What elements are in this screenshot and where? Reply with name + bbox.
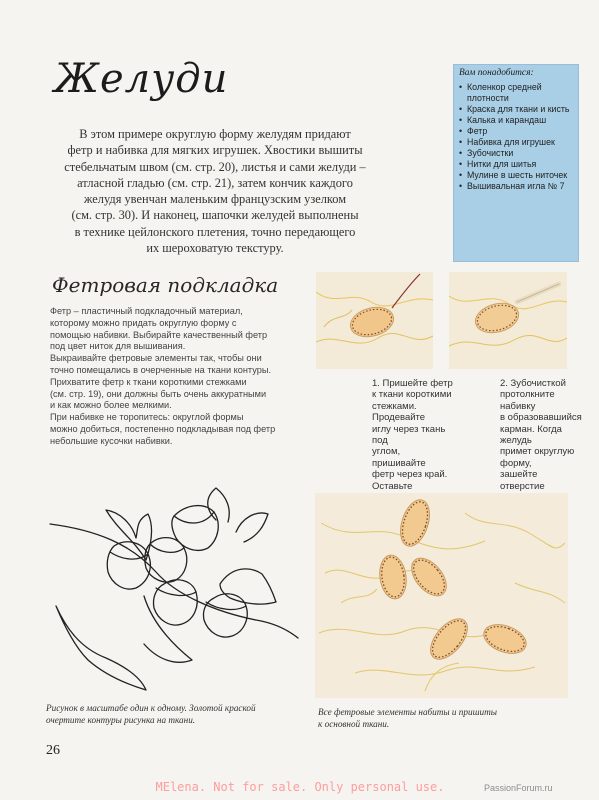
intro-line: атласной гладью (см. стр. 21), затем кончик каждого bbox=[77, 175, 353, 190]
step2-line: 2. Зубочисткой bbox=[500, 378, 566, 389]
step1-photo bbox=[316, 272, 433, 369]
materials-item: • Зубочистки bbox=[459, 148, 577, 159]
section-line: которому можно придать округлую форму с bbox=[50, 317, 237, 328]
finished-acorns-photo bbox=[315, 493, 568, 698]
section-line: Выкраивайте фетровые элементы так, чтобы они bbox=[50, 353, 262, 364]
step1-line: Оставьте bbox=[372, 480, 413, 492]
section-line: небольшие кусочки набивки. bbox=[50, 435, 173, 446]
step1-line: к ткани короткими bbox=[372, 389, 452, 401]
watermark: MElena. Not for sale. Only personal use. bbox=[155, 780, 445, 794]
caption-line: Рисунок в масштабе один к одному. Золотой краской bbox=[46, 703, 256, 713]
step1-line: иглу через ткань под bbox=[372, 423, 446, 447]
materials-item: • Набивка для игрушек bbox=[459, 137, 577, 148]
materials-item: • Краска для ткани и кисть bbox=[459, 104, 577, 115]
step1-line: 1. Пришейте фетр bbox=[372, 378, 453, 389]
section-heading: Фетровая подкладка bbox=[52, 273, 279, 297]
materials-title: Вам понадобится: bbox=[459, 68, 534, 78]
intro-line: фетр и набивка для мягких игрушек. Хвостики вышиты bbox=[67, 143, 363, 158]
intro-line: желудя увенчан маленьким французским узелком bbox=[83, 192, 347, 207]
section-line: При набивке не торопитесь: округлой формы bbox=[50, 412, 244, 423]
acorn-outline-drawing bbox=[36, 480, 302, 700]
materials-list bbox=[459, 82, 577, 192]
section-line: Прихватите фетр к ткани короткими стежками bbox=[50, 376, 247, 387]
section-line: Фетр – пластичный подкладочный материал, bbox=[50, 306, 243, 316]
step2-photo bbox=[449, 272, 567, 369]
step2-line: в образовавшийся bbox=[500, 412, 582, 424]
intro-text bbox=[50, 126, 380, 256]
section-text bbox=[50, 306, 310, 448]
caption-line: к основной ткани. bbox=[318, 719, 390, 729]
materials-item: • Мулине в шесть ниточек bbox=[459, 170, 577, 181]
materials-item: • Коленкор средней плотности bbox=[459, 82, 577, 103]
drawing-caption bbox=[46, 702, 290, 726]
step1-line: фетр через край. bbox=[372, 469, 448, 481]
section-line: помощью набивки. Выбирайте качественный фетр bbox=[50, 329, 268, 340]
photo-caption bbox=[318, 706, 558, 730]
intro-line: в технике цейлонского плетения, точно передающего bbox=[74, 224, 356, 239]
section-line: можно добиться, постепенно подкладывая под фетр bbox=[50, 423, 276, 434]
site-label: PassionForum.ru bbox=[484, 783, 553, 793]
step2-line: протолкните набивку bbox=[500, 389, 555, 412]
step1-line: углом, пришивайте bbox=[372, 446, 426, 469]
step2-line: примет округлую форму, bbox=[500, 446, 575, 469]
step1-line: стежками. Продевайте bbox=[372, 400, 426, 424]
materials-item: • Вышивальная игла № 7 bbox=[459, 181, 577, 192]
section-line: точно помещались в очерченные на ткани контуры. bbox=[50, 364, 272, 375]
materials-item: • Фетр bbox=[459, 126, 577, 137]
section-line: (см. стр. 19), они должны быть очень аккуратными bbox=[50, 388, 267, 399]
step2-line: карман. Когда желудь bbox=[500, 423, 562, 447]
section-line: и как можно более мелкими. bbox=[50, 400, 172, 411]
intro-line: стебельчатым швом (см. стр. 20), листья и сами желуди – bbox=[64, 159, 366, 174]
section-line: под цвет ниток для вышивания. bbox=[50, 341, 186, 352]
page-title: Желуди bbox=[54, 56, 229, 102]
caption-line: Все фетровые элементы набиты и пришиты bbox=[318, 707, 497, 717]
intro-line: В этом примере округлую форму желудям придают bbox=[79, 127, 351, 141]
materials-item: • Калька и карандаш bbox=[459, 115, 577, 126]
materials-item: • Нитки для шитья bbox=[459, 159, 577, 170]
caption-line: очертите контуры рисунка на ткани. bbox=[46, 715, 196, 725]
step2-line: зашейте отверстие bbox=[500, 469, 545, 492]
intro-line: (см. стр. 30). И наконец, шапочки желудей выполнены bbox=[71, 208, 359, 223]
intro-line: их шероховатую текстуру. bbox=[146, 241, 284, 256]
page-number: 26 bbox=[46, 743, 60, 758]
